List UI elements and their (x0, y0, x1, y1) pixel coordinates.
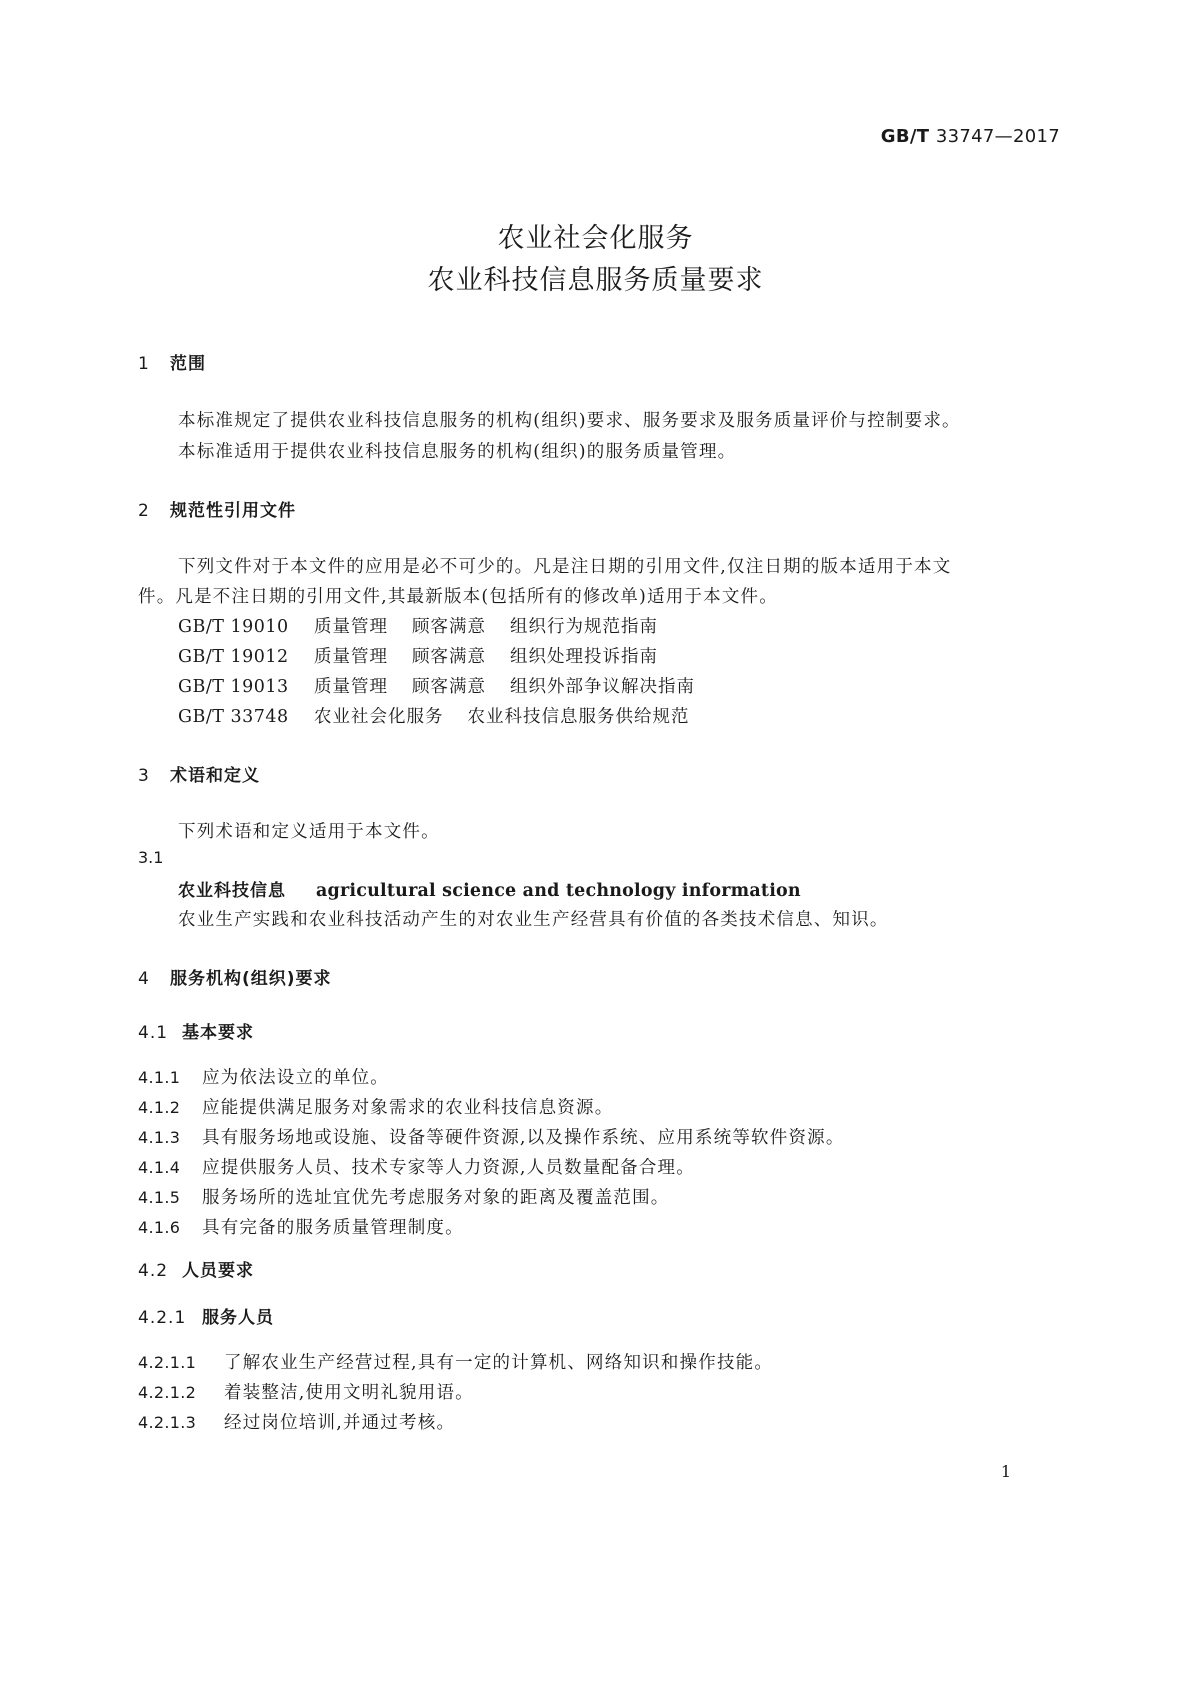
clause-item: 4.2.1.2 着装整洁,使用文明礼貌用语。 (138, 1383, 474, 1403)
reference-item: GB/T 19010 质量管理 顾客满意 组织行为规范指南 (178, 617, 658, 637)
term-chinese: 农业科技信息 (178, 881, 286, 901)
clause-item: 4.1.2 应能提供满足服务对象需求的农业科技信息资源。 (138, 1098, 614, 1118)
clause-item: 4.1.5 服务场所的选址宜优先考虑服务对象的距离及覆盖范围。 (138, 1188, 670, 1208)
page-number: 1 (1000, 1462, 1011, 1481)
normative-intro-line1: 下列文件对于本文件的应用是必不可少的。凡是注日期的引用文件,仅注日期的版本适用于本文 (178, 557, 952, 577)
clause-item: 4.1.3 具有服务场地或设施、设备等硬件资源,以及操作系统、应用系统等软件资源。 (138, 1128, 845, 1148)
reference-item: GB/T 19013 质量管理 顾客满意 组织外部争议解决指南 (178, 677, 695, 697)
document-title-line2: 农业科技信息服务质量要求 (427, 265, 764, 296)
terms-intro: 下列术语和定义适用于本文件。 (178, 822, 440, 842)
subsection-heading-4-1: 4.1 基本要求 (138, 1023, 254, 1043)
reference-item: GB/T 19012 质量管理 顾客满意 组织处理投诉指南 (178, 647, 658, 667)
section-heading-4: 4 服务机构(组织)要求 (138, 969, 332, 989)
standard-code: GB/T 33747—2017 (880, 126, 1060, 147)
subsection-heading-4-2: 4.2 人员要求 (138, 1261, 254, 1281)
term-english: agricultural science and technology information (316, 881, 801, 901)
clause-item: 4.2.1.1 了解农业生产经营过程,具有一定的计算机、网络知识和操作技能。 (138, 1353, 774, 1373)
term-definition: 农业生产实践和农业科技活动产生的对农业生产经营具有价值的各类技术信息、知识。 (178, 910, 889, 930)
term-number: 3.1 (138, 848, 164, 867)
section-heading-2: 2 规范性引用文件 (138, 501, 296, 521)
clause-item: 4.1.1 应为依法设立的单位。 (138, 1068, 389, 1088)
clause-item: 4.1.4 应提供服务人员、技术专家等人力资源,人员数量配备合理。 (138, 1158, 695, 1178)
subsection-heading-4-2-1: 4.2.1 服务人员 (138, 1308, 274, 1328)
clause-item: 4.1.6 具有完备的服务质量管理制度。 (138, 1218, 464, 1238)
document-title-line1: 农业社会化服务 (497, 223, 694, 254)
scope-paragraph-1: 本标准规定了提供农业科技信息服务的机构(组织)要求、服务要求及服务质量评价与控制要求。 (178, 411, 961, 431)
scope-paragraph-2: 本标准适用于提供农业科技信息服务的机构(组织)的服务质量管理。 (178, 442, 737, 462)
normative-intro-line2: 件。凡是不注日期的引用文件,其最新版本(包括所有的修改单)适用于本文件。 (138, 587, 778, 607)
clause-item: 4.2.1.3 经过岗位培训,并通过考核。 (138, 1413, 456, 1433)
reference-item: GB/T 33748 农业社会化服务 农业科技信息服务供给规范 (178, 707, 690, 727)
term-entry (178, 876, 801, 901)
section-heading-1: 1 范围 (138, 354, 206, 374)
section-heading-3: 3 术语和定义 (138, 766, 260, 786)
